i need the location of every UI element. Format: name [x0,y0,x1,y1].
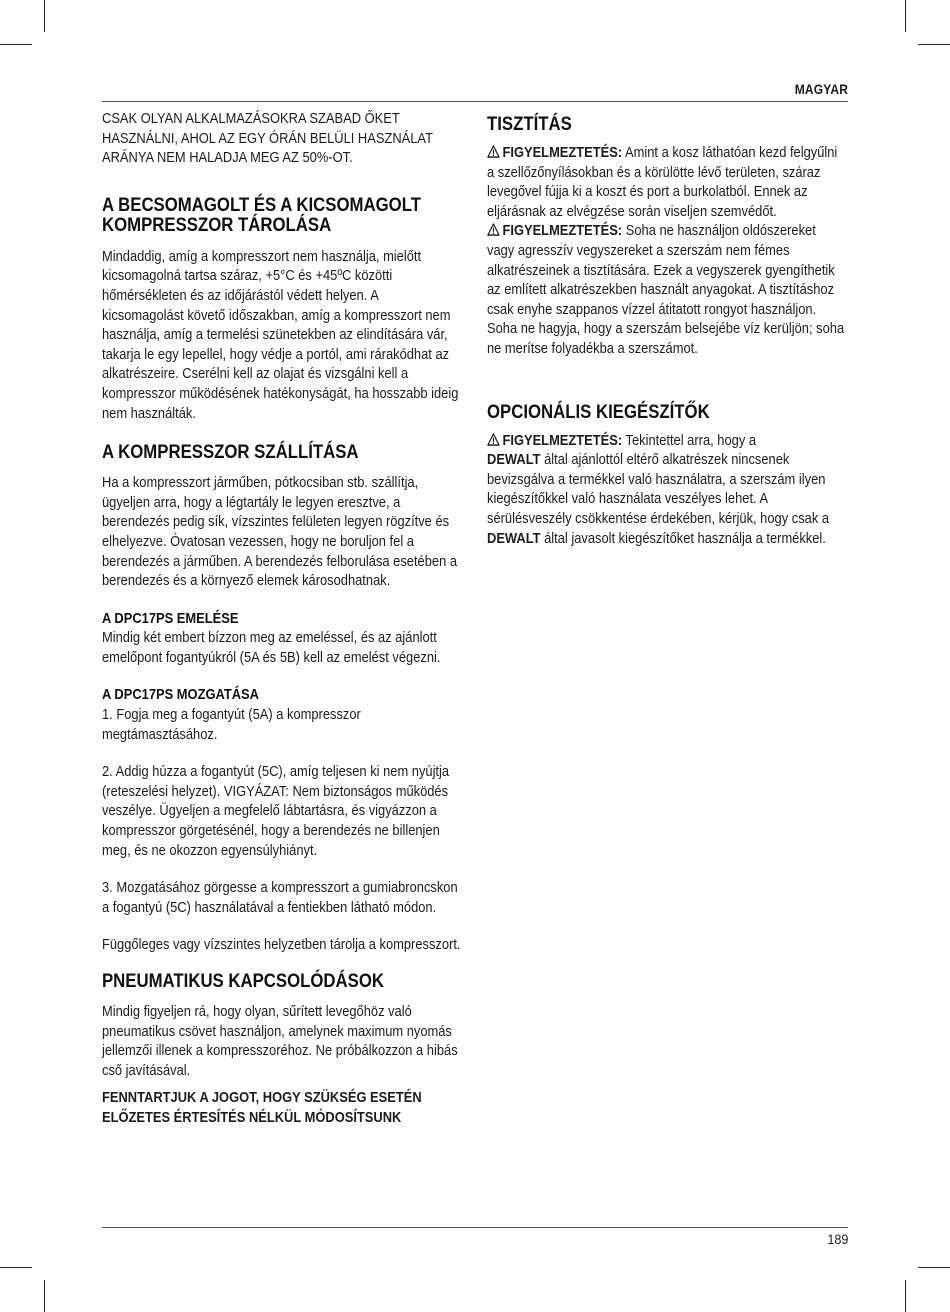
lifting-heading: A DPC17PS EMELÉSE [102,609,239,627]
storage-heading: A BECSOMAGOLT ÉS A KICSOMAGOLT KOMPRESSZOR TÁROLÁSA [102,193,421,236]
cleaning-heading: TISZTÍTÁS [487,113,572,135]
left-column [102,109,463,1128]
cleaning-warning-2 [487,221,846,358]
page-number: 189 [826,1231,848,1247]
lifting-text: Mindig két embert bízzon meg az emeléssel, és az ajánlott emelőpont fogantyúkról (5A és 5B) kell az emelést végezni. [102,629,441,666]
warning-triangle-icon [487,145,500,158]
crop-mark [44,0,45,32]
crop-mark [918,1267,950,1268]
pneumatic-text: Mindig figyeljen rá, hogy olyan, sűrített levegőhöz való pneumatikus csövet használjon, amelynek maximum nyomás jellemzői illenek a kompresszoréhoz. Ne próbálkozzon a hibás cső javításával. [102,1003,458,1079]
warning-label: FIGYELMEZTETÉS: [502,222,623,240]
accessories-text-3: által javasolt kiegészítőket használja a termékkel. [540,529,826,547]
brand-name: DEWALT [487,529,541,547]
reserve-rights-notice: FENNTARTJUK A JOGOT, HOGY SZÜKSÉG ESETÉN ELŐZETES ÉRTESÍTÉS NÉLKÜL MÓDOSÍTSUNK [102,1089,422,1126]
pneumatic-heading: PNEUMATIKUS KAPCSOLÓDÁSOK [102,970,384,992]
cleaning-warning-1-text: Amint a kosz láthatóan kezd felgyűlni a szellőzőnyílásokban és a körülötte lévő területen, száraz levegővel fújja ki a koszt és port a burkolatból. Ennek az eljárásnak az elvégzése során viseljen szemvédőt. [487,144,838,220]
warning-triangle-icon [487,433,500,446]
storage-text: Mindaddig, amíg a kompresszort nem használja, mielőtt kicsomagolná tartsa száraz, +5°C és +45ºC közötti hőmérsékleten és az időjárástól védett helyen. A kicsomagolást követő időszakban, amíg a kompresszort nem használja, amíg a termelési szünetekben az elindítására vár, takarja le egy lepellel, hogy védje a portól, ami rárakódhat az alkatrészeire. Cserélni kell az olajat és vizsgálni kell a kompresszor működésének hatékonyságát, ha hosszabb ideig nem használták. [102,247,459,422]
moving-step-2: 2. Addig húzza a fogantyút (5C), amíg teljesen ki nem nyújtja (reteszelési helyzet). VIGYÁZAT: Nem biztonságos működés veszélye. Ügyeljen a megfelelő lábtartásra, és vigyázzon a kompresszor görgetésénél, hogy a berendezés ne billenjen meg, és ne okozzon egyensúlyhiányt. [102,763,450,859]
crop-mark [0,1267,32,1268]
crop-mark [918,44,950,45]
crop-mark [905,1280,906,1312]
right-column [487,109,846,548]
accessories-heading: OPCIONÁLIS KIEGÉSZÍTŐK [487,400,710,423]
cleaning-warning-2-text: Soha ne használjon oldószereket vagy agresszív vegyszereket a szerszám nem fémes alkatrészeinek a tisztítására. Ezek a vegyszerek gyengíthetik az említett alkatrészekben használt anyagokat. A tisztításhoz csak enyhe szappanos vízzel átitatott rongyot használjon. Soha ne hagyja, hogy a szerszám belsejébe víz kerüljön; soha ne merítse folyadékba a szerszámot. [487,222,845,357]
accessories-text-2: által ajánlottól eltérő alkatrészek nincsenek bevizsgálva a termékkel való használatra, a szerszám ilyen kiegészítőkkel való használata veszélyes lehet. A sérülésveszély csökkentése érdekében, kérjük, hogy csak a [487,451,830,527]
header-rule [102,101,848,102]
cleaning-warning-1 [487,143,846,221]
warning-label: FIGYELMEZTETÉS: [502,144,623,161]
warning-triangle-icon [487,223,500,236]
transport-text: Ha a kompresszort járműben, pótkocsiban stb. szállítja, ügyeljen arra, hogy a légtartály le legyen eresztve, a berendezés pedig sík, vízszintes felületen legyen rögzítve és elhelyezve. Óvatosan vezessen, hogy ne boruljon fel a berendezés a járműben. A berendezés felborulása esetében a berendezés és a környező elemek károsodhatnak. [102,474,458,590]
transport-heading: A KOMPRESSZOR SZÁLLÍTÁSA [102,441,359,464]
crop-mark [0,44,32,45]
usage-limit-intro: CSAK OLYAN ALKALMAZÁSOKRA SZABAD ŐKET HASZNÁLNI, AHOL AZ EGY ÓRÁN BELÜLI HASZNÁLAT ARÁNYA NEM HALADJA MEG AZ 50%-OT. [102,110,433,167]
moving-storage-note: Függőleges vagy vízszintes helyzetben tárolja a kompresszort. [102,936,461,954]
warning-label: FIGYELMEZTETÉS: [502,431,623,449]
crop-mark [44,1280,45,1312]
moving-step-3: 3. Mozgatásához görgesse a kompresszort a gumiabroncskon a fogantyú (5C) használatával a fentiekben látható módon. [102,879,458,916]
accessories-warning [487,431,846,549]
brand-name: DEWALT [487,451,541,469]
moving-step-1: 1. Fogja meg a fogantyút (5A) a kompresszor megtámasztásához. [102,706,361,743]
footer-rule [102,1227,848,1228]
crop-mark [905,0,906,32]
accessories-text-1: Tekintettel arra, hogy a [622,431,757,449]
moving-heading: A DPC17PS MOZGATÁSA [102,686,259,704]
page-language-label: MAGYAR [794,81,848,97]
